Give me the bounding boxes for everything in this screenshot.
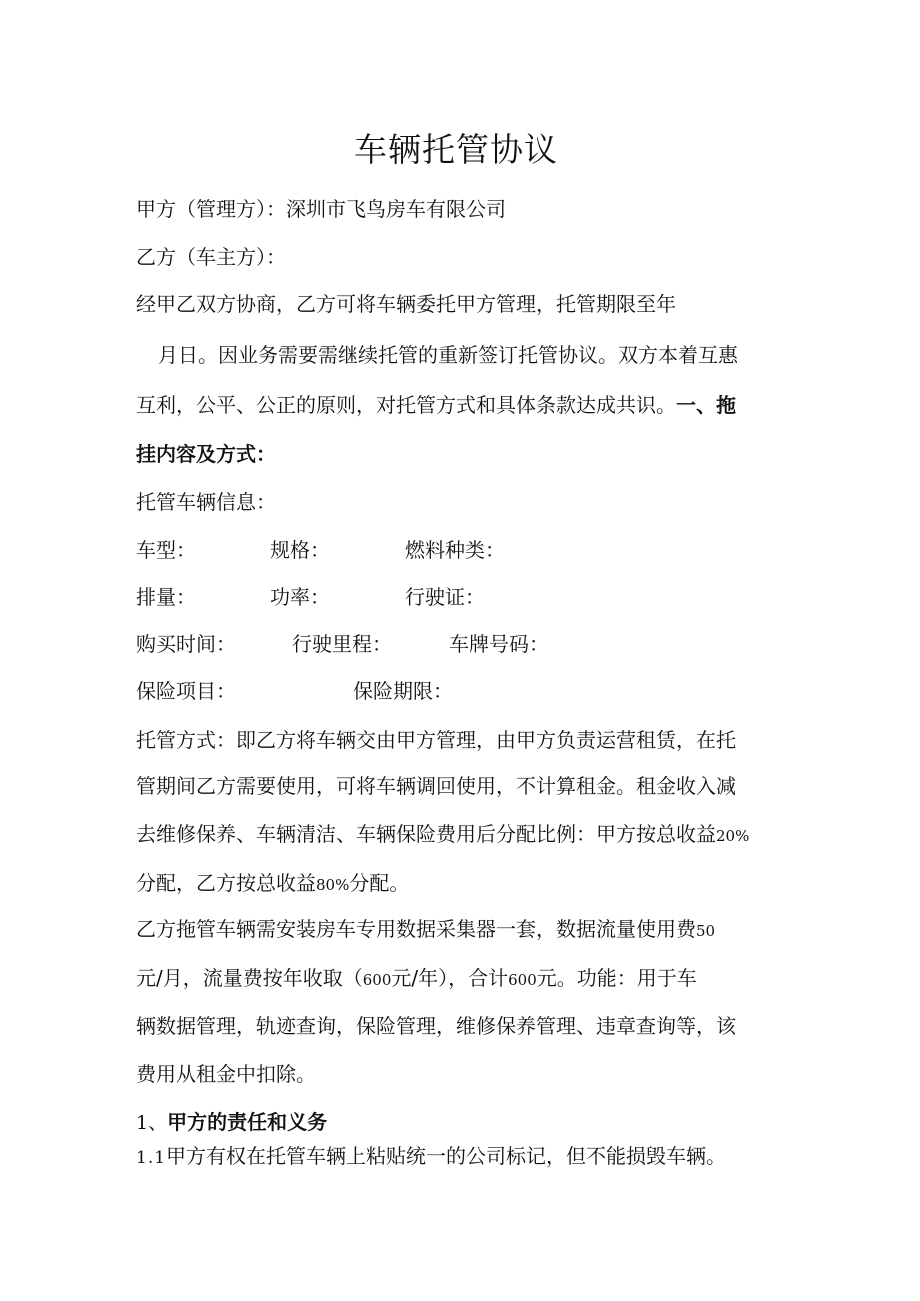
collector-line-1 [136, 917, 715, 943]
collector-line-1-text: 乙方拖管车辆需安装房车专用数据采集器一套，数据流量使用费 [136, 917, 696, 941]
mode-line-4 [136, 871, 409, 897]
item-number: 1.1 [136, 1148, 167, 1168]
field-insurance-items: 保险项目： [136, 679, 236, 703]
intro-line-3 [136, 393, 736, 417]
field-insurance-period: 保险期限： [353, 679, 453, 703]
section-1-item-1 [136, 1144, 726, 1170]
item-text: 甲方有权在托管车辆上粘贴统一的公司标记，但不能损毁车辆。 [166, 1144, 727, 1168]
party-b-line: 乙方（车主方）： [136, 245, 286, 269]
collector-line-2-a: 元/月，流量费按年收取（ [136, 966, 363, 990]
mode-line-4-end: 分配。 [349, 871, 410, 895]
party-a-line: 甲方（管理方）：深圳市飞鸟房车有限公司 [136, 197, 506, 221]
field-license: 行驶证： [405, 585, 485, 609]
collector-line-3: 辆数据管理，轨迹查询，保险管理，维修保养管理、违章查询等，该 [136, 1014, 736, 1038]
section-1-title: 甲方的责任和义务 [167, 1110, 328, 1134]
field-model: 车型： [136, 538, 196, 562]
field-spec: 规格： [270, 538, 330, 562]
section-1-number: 1、 [136, 1112, 168, 1134]
collector-line-2-b: 元/年），合计 [391, 966, 509, 990]
mode-line-3-text: 去维修保养、车辆清洁、车辆保险费用后分配比例：甲方按总收益 [136, 822, 716, 846]
data-fee-amount: 50 [696, 922, 716, 940]
mode-line-1: 托管方式：即乙方将车辆交由甲方管理，由甲方负责运营租赁，在托 [136, 728, 736, 752]
field-fuel-type: 燃料种类： [405, 538, 505, 562]
section-one-heading-start: 一、拖 [676, 393, 736, 417]
field-plate-number: 车牌号码： [449, 632, 549, 656]
collector-line-4: 费用从租金中扣除。 [136, 1062, 316, 1086]
party-b-share: 80% [316, 876, 350, 894]
collector-line-2-c: 元。功能：用于车 [536, 966, 697, 990]
vehicle-info-label: 托管车辆信息： [136, 490, 276, 514]
mode-line-3 [136, 822, 749, 848]
annual-fee-amount: 600 [362, 971, 392, 989]
collector-line-2 [136, 966, 697, 992]
mode-line-2: 管期间乙方需要使用，可将车辆调回使用，不计算租金。租金收入减 [136, 774, 736, 798]
party-a-share: 20% [716, 827, 750, 845]
field-power: 功率： [270, 585, 330, 609]
field-mileage: 行驶里程： [292, 632, 392, 656]
intro-line-1: 经甲乙双方协商，乙方可将车辆委托甲方管理，托管期限至年 [136, 292, 676, 316]
document-title: 车辆托管协议 [354, 130, 558, 169]
section-one-heading-end: 挂内容及方式： [136, 442, 276, 466]
total-fee-amount: 600 [508, 971, 537, 989]
section-1-heading [136, 1110, 327, 1135]
field-displacement: 排量： [136, 585, 196, 609]
field-purchase-time: 购买时间： [136, 632, 236, 656]
intro-line-3-text: 互利，公平、公正的原则，对托管方式和具体条款达成共识。 [136, 393, 676, 417]
intro-line-2: 月日。因业务需要需继续托管的重新签订托管协议。双方本着互惠 [158, 343, 738, 367]
mode-line-4-text: 分配，乙方按总收益 [136, 871, 316, 895]
